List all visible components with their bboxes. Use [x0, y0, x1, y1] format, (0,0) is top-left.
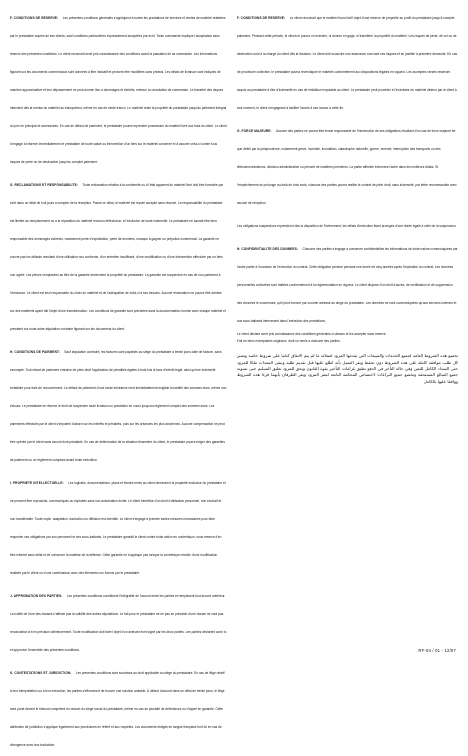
left-section-h — [10, 340, 227, 466]
section-body: Les logiciels, documentations, plans et études remis au client demeurent la propriété exclusive du prestataire et ne peuvent être reproduits, communiqués ou exploités sans son autorisation écrite. Le client bénéficie d'un droit d'utilisation personnel, non exclusif et non transférable. Toute copie, adaptation, traduction ou diffusion est interdite. Le client s'engage à prendre toutes mesures nécessaires pour faire respecter ces obligations par son personnel et ses sous-traitants. Le prestataire garantit le client contre toute action en contrefaçon, sous réserve d'en être informé sans délai et de conserver la maîtrise de la défense. Cette garantie ne s'applique pas lorsque la contrefaçon résulte d'une modification réalisée par le client ou d'une combinaison avec des éléments non fournis par le prestataire. — [10, 481, 226, 575]
left-section-j — [10, 584, 227, 656]
section-heading: F. CONDITIONS DE RESERVE: — [237, 16, 286, 20]
section-body: Aucune des parties ne pourra être tenue responsable de l'inexécution de ses obligations résultant d'un cas de force majeure tel que défini par la jurisprudence, notamment grève, incendie, inondation, catastrophe naturelle, guerre, émeute, interruption des transports ou des télécommunications, décision administrative ou pénurie de matières premières. La partie affectée informera l'autre dans les meilleurs délais. Si l'empêchement se prolonge au-delà de trois mois, chacune des parties pourra résilier le contrat de plein droit, sans indemnité, par lettre recommandée avec accusé de réception. — [237, 129, 457, 205]
right-section-g — [237, 119, 458, 209]
left-section-f — [10, 6, 227, 168]
left-section-k — [10, 661, 227, 751]
right-column — [237, 6, 458, 385]
left-section-g — [10, 173, 227, 335]
left-section-i — [10, 471, 227, 579]
copies-line: Fait en deux exemplaires originaux, dont un remis à chacune des parties. — [237, 339, 341, 344]
right-section-h — [237, 237, 458, 327]
right-section-f — [237, 6, 458, 114]
section-body: Chacune des parties s'engage à conserver confidentielles les informations de toute nature communiquées par l'autre partie à l'occasion de l'exécution du contrat. Cette obligation perdure pendant une durée de cinq années après l'expiration du contrat. Les données personnelles collectées sont traitées conformément à la réglementation en vigueur. Le client dispose d'un droit d'accès, de rectification et de suppression des données le concernant, qu'il peut exercer par courrier adressé au siège du prestataire. Les données ne sont communiquées qu'aux services internes et aux sous-traitants intervenant dans l'exécution des prestations. — [237, 247, 458, 323]
section-heading: J. APPROBATION DES PARTIES: — [10, 594, 63, 598]
section-body: Les obligations suspendues reprendront dès la disparition de l'événement, les délais d'exécution étant prorogés d'une durée égale à celle de la suspension. — [237, 224, 457, 228]
section-body: Les présentes conditions sont soumises au droit applicable au siège du prestataire. En cas de litige relatif à leur interprétation ou à leur exécution, les parties s'efforceront de trouver une solution amiable. À défaut d'accord dans un délai de trente jours, le litige sera porté devant le tribunal compétent du ressort du siège social du prestataire, même en cas de pluralité de défendeurs ou d'appel en garantie. Cette attribution de juridiction s'applique également aux procédures en référé et aux requêtes. Les documents rédigés en langue française font foi en cas de divergence avec leur traduction. — [10, 671, 225, 747]
section-body: Toute réclamation relative à la conformité ou à l'état apparent du matériel livré doit être formulée par écrit dans un délai de huit jours à compter de la réception. Passé ce délai, le matériel est réputé accepté sans réserve. La responsabilité du prestataire est limitée au remplacement ou à la réparation du matériel reconnu défectueux, à l'exclusion de toute indemnité. Le prestataire ne saurait être tenu responsable des dommages indirects, notamment perte d'exploitation, perte de données, manque à gagner ou préjudice commercial. La garantie ne couvre pas les défauts résultant d'une utilisation non conforme, d'un entretien insuffisant, d'une modification ou d'une intervention effectuée par un tiers non agréé. Les pièces remplacées au titre de la garantie deviennent la propriété du prestataire. La garantie est suspendue en cas de non-paiement à l'échéance. Le client est seul responsable du choix du matériel et de l'adéquation de celui-ci à ses besoins. Aucune réclamation ne pourra être admise sur des matériels ayant fait l'objet d'une transformation. Les conditions de garantie sont précisées dans la documentation fournie avec chaque matériel et prévalent sur toute autre stipulation contraire figurant sur les documents du client. — [10, 183, 226, 331]
section-heading: G. FORCE MAJEURE: — [237, 129, 272, 133]
document-reference: RF-04 / 01 - 12/07 — [418, 648, 456, 653]
section-body: Le client reconnaît que le matériel fourni fait l'objet d'une réserve de propriété au profit du prestataire jusqu'à complet paiement. Pendant cette période, le client ne pourra ni revendre, ni donner en gage, ni transférer la propriété du matériel. Les risques de perte, de vol ou de destruction sont à la charge du client dès la livraison. Le client doit souscrire une assurance couvrant ces risques et en justifier à première demande. En cas de procédure collective, le prestataire pourra revendiquer le matériel conformément aux dispositions légales en vigueur. Les acomptes versés resteront acquis au prestataire à titre d'indemnité en cas de résiliation imputable au client. Le prestataire peut procéder à l'inventaire du matériel détenu par le client à tout moment, le client s'engageant à faciliter l'accès à ses locaux à cette fin. — [237, 16, 458, 110]
section-heading: H. CONFIDENTIALITE DES DONNEES: — [237, 247, 299, 251]
section-heading: G. RECLAMATIONS ET RESPONSABILITE: — [10, 183, 78, 187]
section-heading: F. CONDITIONS DE RESERVE: — [10, 16, 59, 20]
right-section-continuation — [237, 214, 458, 232]
section-body: Les présentes conditions générales s'appliquent à toutes les prestations de services et ventes de matériel réalisées par le prestataire auprès de ses clients, sauf conditions particulières expressément acceptées par écrit. Toute commande implique l'acceptation sans réserve des présentes conditions. Le client reconnaît avoir pris connaissance des conditions avant la passation de sa commande. Les informations figurant sur les documents commerciaux sont données à titre indicatif et peuvent être modifiées sans préavis. Les délais de livraison sont indiqués de manière approximative et leur dépassement ne peut donner lieu à dommages et intérêts, retenue ou annulation de commande. Le transfert des risques intervient dès la remise du matériel au transporteur, même en cas de vente franco. Le matériel reste la propriété du prestataire jusqu'au paiement intégral du prix en principal et accessoires. En cas de défaut de paiement, le prestataire pourra reprendre possession du matériel livré aux frais du client. Le client s'engage à informer immédiatement le prestataire de toute saisie ou intervention d'un tiers sur le matériel concerné et à assurer celui-ci contre tous risques de perte ou de destruction jusqu'au complet paiement. — [10, 16, 227, 164]
section-body: Les présentes conditions constituent l'intégralité de l'accord entre les parties et remplacent tout accord antérieur. La nullité de l'une des clauses n'affecte pas la validité des autres stipulations. Le fait pour le prestataire de ne pas se prévaloir d'une clause ne vaut pas renonciation à s'en prévaloir ultérieurement. Toute modification doit faire l'objet d'un avenant écrit signé par les deux parties. Les parties déclarent avoir lu et approuvé l'ensemble des présentes conditions. — [10, 594, 227, 652]
arabic-translation-block: تخضع هذه الشروط العامة لجميع الخدمات والمبيعات التي يقدمها المزود لعملائه ما لم يتم الاتفاق كتابيا على شروط خاصة ويعتبر كل طلب موافقة كاملة على هذه الشروط دون تحفظ ويقر العميل بأنه اطلع عليها قبل تقديم طلبه وتبقى المعدات ملكا للمزود حتى السداد الكامل للثمن وفي حالة التأخر في الدفع تطبق غرامات التأخير بقوة القانون ويحق للمزود تعليق التسليم حتى تسوية جميع المبالغ المستحقة وتخضع جميع النزاعات لاختصاص المحكمة التابعة لمقر المزود ويقر الطرفان بأنهما قرءا هذه الشروط ووافقا عليها بالكامل — [237, 353, 458, 384]
section-heading: I. PROPRIETE INTELLECTUELLE: — [10, 481, 64, 485]
section-body: Sauf stipulation contraire, les factures sont payables au siège du prestataire à trente jours date de facture, sans escompte. Tout retard de paiement entraîne de plein droit l'application de pénalités égales à trois fois le taux d'intérêt légal, ainsi qu'une indemnité forfaitaire pour frais de recouvrement. Le défaut de paiement d'une seule échéance rend immédiatement exigible la totalité des sommes dues, même non échues. Le prestataire se réserve le droit de suspendre toute livraison ou prestation en cours jusqu'au règlement complet des sommes dues. Les paiements effectués par le client s'imputent d'abord sur les intérêts et pénalités, puis sur les créances les plus anciennes. Aucune compensation ne peut être opérée par le client sans accord écrit préalable. En cas de détérioration de la situation financière du client, le prestataire pourra exiger des garanties de paiement ou un règlement comptant avant toute exécution. — [10, 350, 227, 462]
section-heading: K. CONTESTATIONS ET JURIDICTION: — [10, 671, 72, 675]
section-heading: H. CONDITIONS DE PAIEMENT: — [10, 350, 60, 354]
acceptance-line: Le client déclare avoir pris connaissance des conditions générales ci-dessus et les accepter sans réserve. — [237, 332, 387, 336]
left-column — [10, 6, 227, 756]
